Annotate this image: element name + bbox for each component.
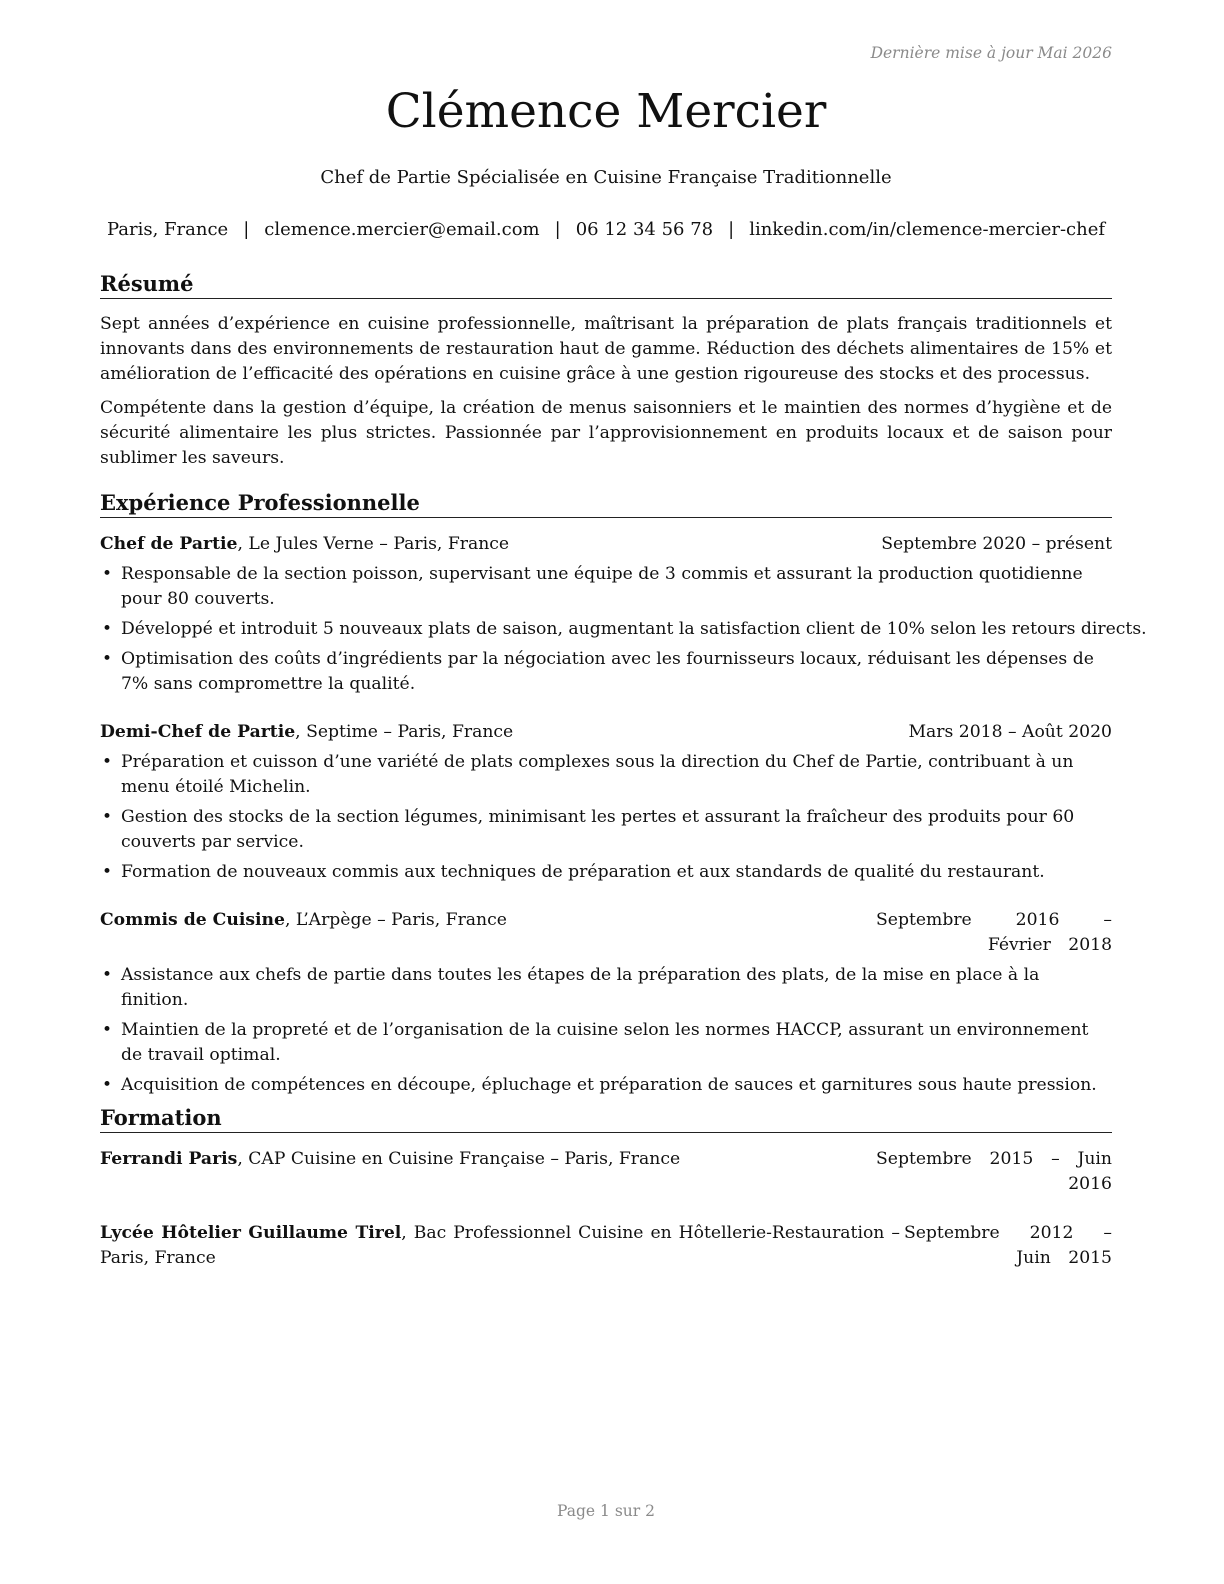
education-dates: Septembre 2012 – Juin 2015 (903, 1223, 1112, 1268)
job-place: , Le Jules Verne – Paris, France (237, 534, 510, 554)
education-detail: , CAP Cuisine en Cuisine Française – Paris, France (237, 1149, 681, 1169)
contact-email[interactable]: clemence.mercier@email.com (264, 219, 540, 240)
job-header (100, 532, 1112, 557)
summary-section (100, 271, 1112, 471)
bullet-item: • Acquisition de compétences en découpe, épluchage et préparation de sauces et garnitures sous haute pression. (100, 1073, 1112, 1098)
school-name: Ferrandi Paris (100, 1149, 238, 1169)
job-dates: Septembre 2016 – Février 2018 (876, 910, 1112, 955)
summary-paragraph: Compétente dans la gestion d’équipe, la création de menus saisonniers et le maintien des normes d’hygiène et de sécurité alimentaire les plus strictes. Passionnée par l’approvisionnement en produits locaux et de saison pour sublimer les saveurs. (100, 398, 1112, 468)
headline: Chef de Partie Spécialisée en Cuisine Française Traditionnelle (320, 167, 892, 188)
job-header (100, 720, 1112, 745)
section-title-experience: Expérience Professionnelle (100, 490, 1112, 518)
job-role: Commis de Cuisine (100, 910, 285, 930)
job-bullets (100, 562, 1147, 697)
contact-separator: | (243, 219, 250, 240)
job-entry (100, 720, 1112, 885)
contact-separator: | (554, 219, 561, 240)
section-title-education: Formation (100, 1105, 1112, 1133)
education-dates: Septembre 2015 – Juin 2016 (876, 1149, 1112, 1194)
summary-paragraph: Sept années d’expérience en cuisine professionnelle, maîtrisant la préparation de plats français traditionnels et innovants dans des environnements de restauration haut de gamme. Réduction des déchets alimentaires de 15% et amélioration de l’efficacité des opérations en cuisine grâce à une gestion rigoureuse des stocks et des processus. (100, 314, 1112, 384)
experience-section (100, 490, 1147, 1098)
section-title-summary: Résumé (100, 271, 1112, 299)
education-entry (100, 1221, 1112, 1271)
bullet-item: • Préparation et cuisson d’une variété de plats complexes sous la direction du Chef de Partie, contribuant à un menu étoilé Michelin. (100, 750, 1112, 800)
bullet-item: • Responsable de la section poisson, supervisant une équipe de 3 commis et assurant la production quotidienne pour 80 couverts. (100, 562, 1112, 612)
job-entry (100, 532, 1147, 697)
job-bullets (100, 750, 1112, 885)
education-entry (100, 1147, 1112, 1197)
job-place: , Septime – Paris, France (295, 722, 514, 742)
bullet-item: • Optimisation des coûts d’ingrédients par la négociation avec les fournisseurs locaux, réduisant les dépenses de 7% sans compromettre la qualité. (100, 647, 1112, 697)
contact-line (100, 219, 1112, 240)
contact-linkedin[interactable]: linkedin.com/in/clemence-mercier-chef (749, 219, 1106, 240)
job-entry (100, 908, 1112, 1098)
bullet-item: • Assistance aux chefs de partie dans toutes les étapes de la préparation des plats, de la mise en place à la finition. (100, 963, 1112, 1013)
education-section (100, 1105, 1112, 1271)
job-dates: Septembre 2020 – présent (881, 534, 1112, 554)
job-bullets (100, 963, 1112, 1098)
school-name: Lycée Hôtelier Guillaume Tirel (100, 1223, 402, 1243)
last-updated: Dernière mise à jour Mai 2026 (870, 44, 1112, 62)
bullet-item: • Maintien de la propreté et de l’organisation de la cuisine selon les normes HACCP, assurant un environnement de travail optimal. (100, 1018, 1112, 1068)
contact-location: Paris, France (106, 219, 229, 240)
job-place: , L’Arpège – Paris, France (284, 910, 507, 930)
contact-phone: 06 12 34 56 78 (575, 219, 714, 240)
bullet-item: • Développé et introduit 5 nouveaux plats de saison, augmentant la satisfaction client de 10% selon les retours directs. (100, 617, 1112, 642)
job-role: Chef de Partie (100, 534, 238, 554)
resume-page (100, 0, 1147, 1584)
bullet-item: • Formation de nouveaux commis aux techniques de préparation et aux standards de qualité du restaurant. (100, 860, 1112, 885)
candidate-name: Clémence Mercier (385, 84, 827, 139)
job-dates: Mars 2018 – Août 2020 (908, 722, 1112, 742)
bullet-item: • Gestion des stocks de la section légumes, minimisant les pertes et assurant la fraîcheur des produits pour 60 couverts par service. (100, 805, 1112, 855)
job-role: Demi-Chef de Partie (100, 722, 296, 742)
page-number: Page 1 sur 2 (557, 1502, 655, 1520)
education-detail: , Bac Professionnel Cuisine en Hôtellerie-Restauration – Paris, France (100, 1223, 900, 1268)
job-header (100, 908, 1112, 958)
contact-separator: | (728, 219, 735, 240)
